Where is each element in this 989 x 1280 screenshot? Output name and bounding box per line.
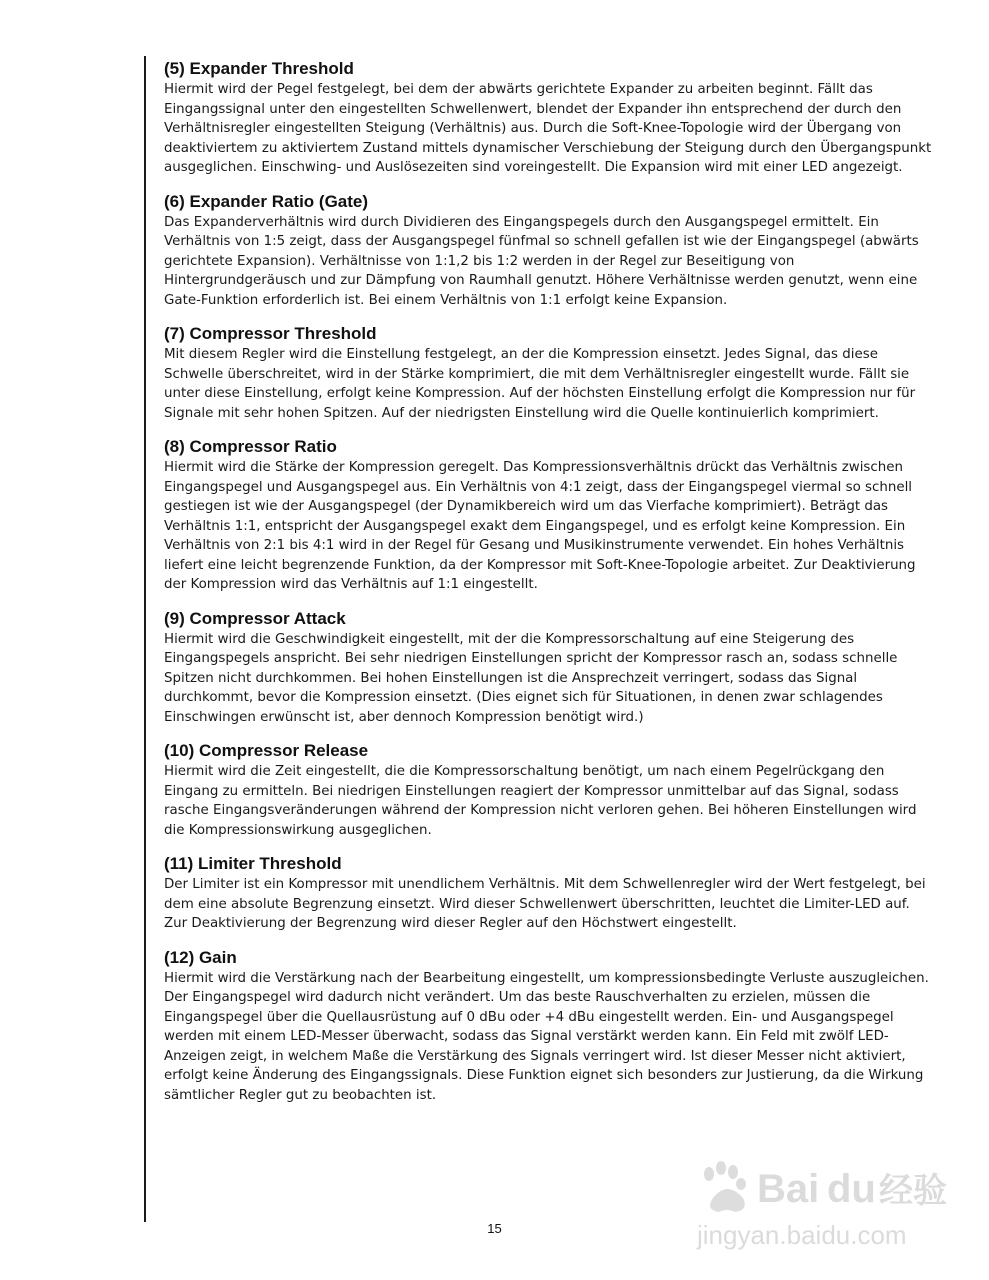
section-body: Hiermit wird die Geschwindigkeit eingestellt, mit der die Kompressorschaltung auf eine Steigerung des Eingangspegels anspricht. Bei sehr niedrigen Einstellungen spricht der Kompressor rasch an, sodass schnelle Spitzen nicht durchkommen. Bei hohen Einstellungen ist die Ansprechzeit verringert, sodass das Signal durchkommt, bevor die Kompression einsetzt. (Dies eignet sich für Situationen, in denen zwar schlagendes Einschwingen erwünscht ist, aber dennoch Kompression benötigt wird.): [164, 631, 898, 725]
page-content: [164, 58, 934, 1118]
section-limiter-threshold: [164, 853, 934, 934]
section-expander-threshold: [164, 58, 934, 178]
svg-text:jingyan.baidu.com: jingyan.baidu.com: [697, 1220, 907, 1250]
section-heading: (8) Compressor Ratio: [164, 437, 337, 456]
section-heading: (9) Compressor Attack: [164, 608, 346, 628]
section-gain: [164, 947, 934, 1106]
section-heading: (7) Compressor Threshold: [164, 324, 377, 343]
left-margin-rule: [144, 56, 146, 1222]
section-heading: (5) Expander Threshold: [164, 59, 354, 78]
section-body: Hiermit wird der Pegel festgelegt, bei dem der abwärts gerichtete Expander zu arbeiten beginnt. Fällt das Eingangssignal unter den eingestellten Schwellenwert, blendet der Expander ihn entsprechend der durch den Verhältnisregler eingestellten Steigung (Verhältnis) aus. Durch die Soft-Knee-Topologie wird der Übergang von deaktiviertem zu aktiviertem Zustand mittels dynamischer Verschiebung der Steigung durch den Übergangspunkt ausgeglichen. Einschwing- und Auslösezeiten sind voreingestellt. Die Expansion wird mit einer LED angezeigt.: [164, 82, 932, 175]
section-expander-ratio: [164, 191, 934, 311]
section-heading: (12) Gain: [164, 947, 237, 967]
svg-text:经验: 经验: [879, 1171, 947, 1211]
section-body: Der Limiter ist ein Kompressor mit unendlichem Verhältnis. Mit dem Schwellenregler wird der Wert festgelegt, bei dem eine absolute Begrenzung einsetzt. Wird dieser Schwellenwert überschritten, leuchtet die Limiter-LED auf. Zur Deaktivierung der Begrenzung wird dieser Regler auf den Höchstwert eingestellt.: [164, 877, 926, 931]
section-compressor-release: [164, 740, 934, 840]
page-number: 15: [487, 1221, 502, 1236]
section-body: Hiermit wird die Stärke der Kompression geregelt. Das Kompressionsverhältnis drückt das Verhältnis zwischen Eingangspegel und Ausgangspegel aus. Ein Verhältnis von 4:1 zeigt, dass der Eingangspegel viermal so schnell gestiegen ist wie der Ausgangspegel (der Dynamikbereich wird um das Vierfache komprimiert). Beträgt das Verhältnis 1:1, entspricht der Ausgangspegel exakt dem Eingangspegel, und es erfolgt keine Kompression. Ein Verhältnis von 2:1 bis 4:1 wird in der Regel für Gesang und Musikinstrumente verwendet. Ein hohes Verhältnis liefert eine leicht begrenzende Funktion, da der Kompressor mit Soft-Knee-Topologie arbeitet. Zur Deaktivierung der Kompression wird das Verhältnis auf 1:1 eingestellt.: [164, 460, 916, 592]
section-body: Hiermit wird die Zeit eingestellt, die die Kompressorschaltung benötigt, um nach einem Pegelrückgang den Eingang zu ermitteln. Bei niedrigen Einstellungen reagiert der Kompressor unmittelbar auf das Signal, sodass rasche Eingangsveränderungen während der Kompression nicht verloren gehen. Bei höheren Einstellungen wird die Kompressionswirkung ausgeglichen.: [164, 764, 917, 838]
section-body: Hiermit wird die Verstärkung nach der Bearbeitung eingestellt, um kompressionsbedingte Verluste auszugleichen. Der Eingangspegel wird dadurch nicht verändert. Um das beste Rauschverhalten zu erzielen, müssen die Eingangspegel über die Quellausrüstung auf 0 dBu oder +4 dBu eingestellt werden. Ein- und Ausgangspegel werden mit einem LED-Messer überwacht, sodass das Signal verstärkt werden kann. Ein Feld mit zwölf LED-Anzeigen zeigt, in welchem Maße die Verstärkung des Signals verringert wird. Ist dieser Messer nicht aktiviert, erfolgt keine Änderung des Eingangssignals. Diese Funktion eignet sich besonders zur Justierung, da die Wirkung sämtlicher Regler gut zu beobachten ist.: [164, 970, 929, 1103]
section-body: Mit diesem Regler wird die Einstellung festgelegt, an der die Kompression einsetzt. Jedes Signal, das diese Schwelle überschreitet, wird in der Stärke komprimiert, die mit dem Verhältnisregler eingestellt wurde. Fällt sie unter diese Einstellung, erfolgt keine Kompression. Auf der höchsten Einstellung erfolgt die Kompression nur für Signale mit sehr hohen Spitzen. Auf der niedrigsten Einstellung wird die Quelle kontinuierlich komprimiert.: [164, 347, 916, 421]
section-compressor-attack: [164, 608, 934, 728]
section-body: Das Expanderverhältnis wird durch Dividieren des Eingangspegels durch den Ausgangspegel ermittelt. Ein Verhältnis von 1:5 zeigt, dass der Ausgangspegel fünfmal so schnell gefallen ist wie der Eingangspegel (abwärts gerichtete Expansion). Verhältnisse von 1:1,2 bis 1:2 werden in der Regel zur Beseitigung von Hintergrundgeräusch und zur Dämpfung von Raumhall genutzt. Höhere Verhältnisse werden genutzt, wenn eine Gate-Funktion erforderlich ist. Bei einem Verhältnis von 1:1 erfolgt keine Expansion.: [164, 214, 919, 308]
section-heading: (11) Limiter Threshold: [164, 854, 342, 873]
section-heading: (10) Compressor Release: [164, 741, 369, 760]
section-compressor-threshold: [164, 323, 934, 423]
section-compressor-ratio: [164, 436, 934, 595]
svg-text:du: du: [827, 1167, 876, 1211]
section-heading: (6) Expander Ratio (Gate): [164, 191, 369, 211]
baidu-watermark-logo: [687, 1150, 947, 1260]
svg-text:Bai: Bai: [757, 1167, 820, 1211]
